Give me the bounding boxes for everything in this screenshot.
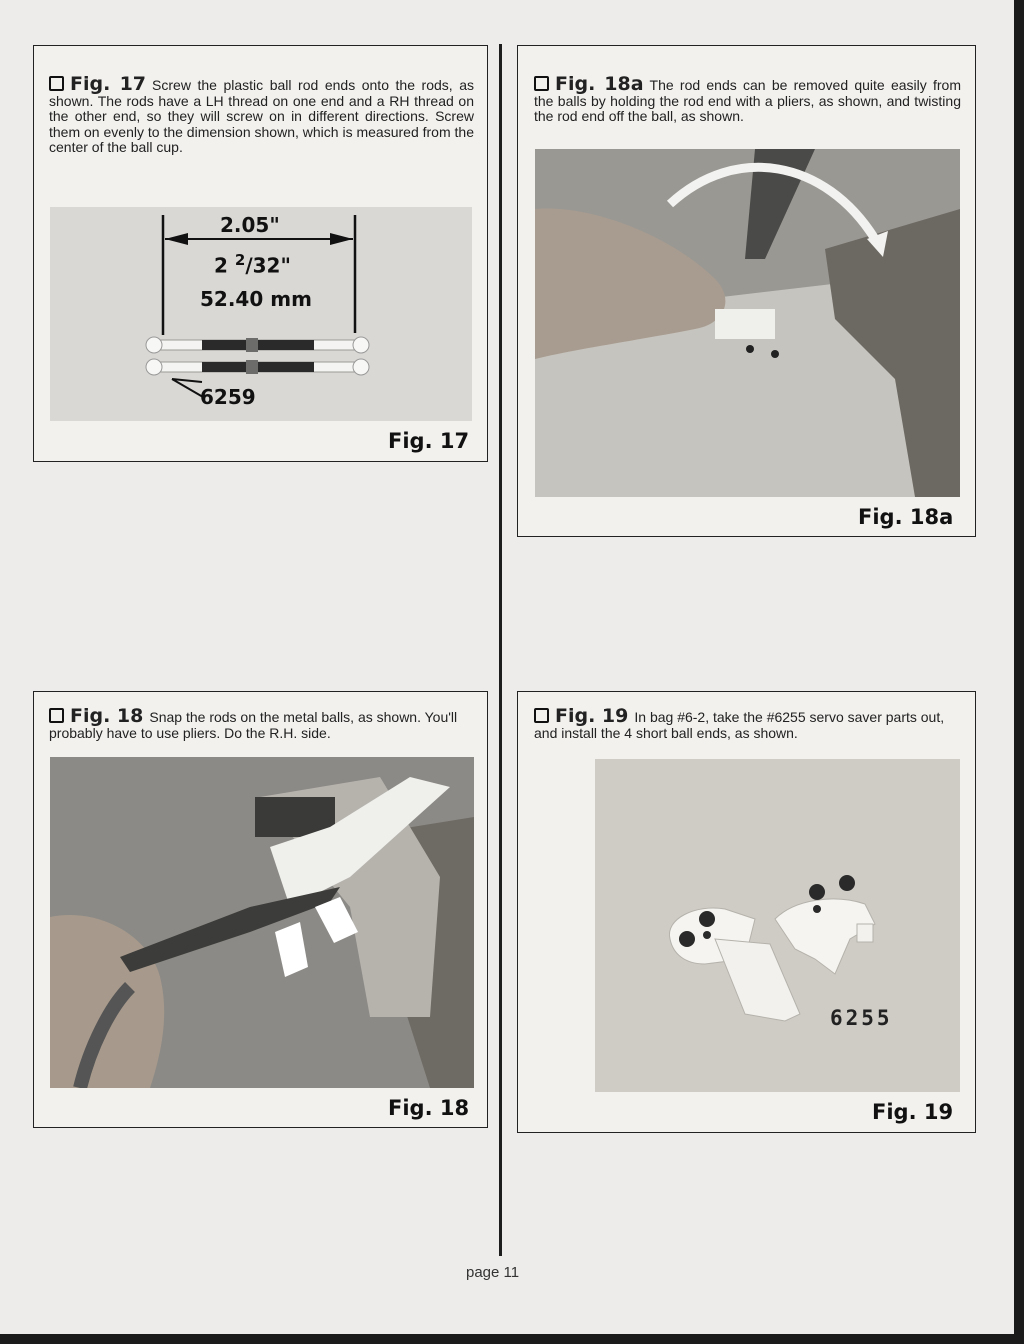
fig17-caption — [49, 73, 474, 156]
fig19-heading: Fig. 19 — [555, 705, 629, 727]
fig18a-panel — [517, 45, 976, 537]
page-number: page 11 — [466, 1264, 520, 1281]
fig19-photo — [595, 759, 960, 1092]
fig17-photo — [50, 207, 472, 421]
checkbox-icon[interactable] — [534, 76, 549, 91]
fig17-fraction-numerator: 2 — [234, 251, 246, 269]
fig19-panel — [517, 691, 976, 1133]
fig18-photo — [50, 757, 474, 1088]
fig19-body: In bag #6-2, take the #6255 servo saver parts out, and install the 4 short ball ends, as shown. — [534, 709, 945, 741]
fig17-dimension-inches: 2.05" — [220, 213, 280, 237]
fig17-dimension-mm: 52.40 mm — [200, 287, 312, 311]
fig18-heading: Fig. 18 — [70, 705, 144, 727]
fig18-caption — [49, 705, 474, 741]
column-divider — [499, 44, 502, 1256]
fig19-part-number: 6255 — [830, 1006, 893, 1030]
checkbox-icon[interactable] — [49, 708, 64, 723]
fig17-panel — [33, 45, 488, 462]
fig18-panel — [33, 691, 488, 1128]
checkbox-icon[interactable] — [49, 76, 64, 91]
fig18-label: Fig. 18 — [388, 1096, 470, 1120]
fig17-dimension-fraction: 2 $^2$/32" — [214, 251, 291, 278]
fig17-body: Screw the plastic ball rod ends onto the rods, as shown. The rods have a LH thread on one end and a RH thread on the other end, so they will screw on in different directions. Screw them on evenly to the dimension shown, which is measured from the center of the ball cup. — [49, 77, 474, 155]
fig17-label: Fig. 17 — [388, 429, 470, 453]
scan-edge-right — [1014, 0, 1024, 1344]
fig19-caption — [534, 705, 961, 741]
fig17-part-number: 6259 — [200, 385, 256, 409]
fig17-heading: Fig. 17 — [70, 73, 147, 95]
fig18a-caption — [534, 73, 961, 125]
fig17-fraction-whole: 2 — [214, 253, 228, 278]
fig18-body: Snap the rods on the metal balls, as shown. You'll probably have to use pliers. Do the R.H. side. — [49, 709, 458, 741]
scan-edge-bottom — [0, 1334, 1024, 1344]
fig18a-photo — [535, 149, 960, 497]
fig18a-label: Fig. 18a — [858, 505, 954, 529]
fig19-label: Fig. 19 — [872, 1100, 954, 1124]
fig18a-body: The rod ends can be removed quite easily from the balls by holding the rod end with a pliers, as shown, and twisting the rod end off the ball, as shown. — [534, 77, 961, 124]
fig17-fraction-denominator: 32" — [252, 253, 291, 278]
checkbox-icon[interactable] — [534, 708, 549, 723]
fig18a-heading: Fig. 18a — [555, 73, 644, 95]
